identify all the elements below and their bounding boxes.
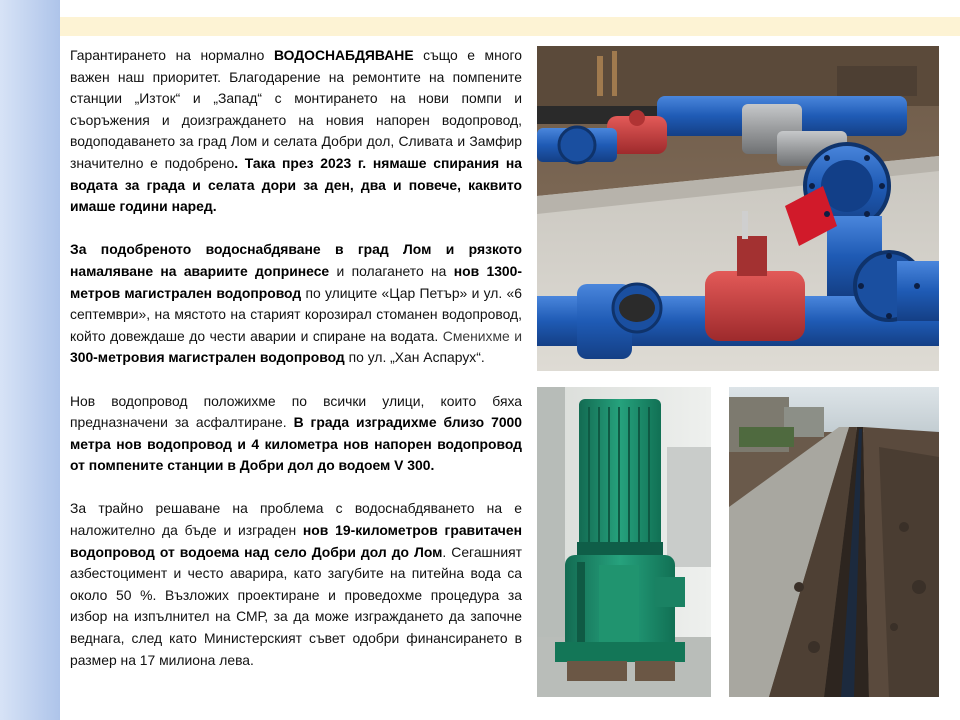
paragraph-gravity-pipeline xyxy=(70,498,522,671)
text-run: по ул. „Хан Аспарух“. xyxy=(344,349,485,366)
text-run: Нов водопровод положихме по всички улици, които бяха предназначени за асфалтиране. xyxy=(70,392,522,431)
text-run: . Така през 2023 г. нямаше спирания на водата за града и селата дори за ден, два и повече, каквито имаше години наред. xyxy=(70,154,522,215)
text-run: ВОДОСНАБДЯВАНЕ xyxy=(273,47,414,63)
text-run: и полагането на xyxy=(329,262,454,279)
text-run: нов 19-километров гравитачен водопровод от водоема над село Добри дол до Лом xyxy=(70,522,522,560)
text-run: Гарантирането на нормално xyxy=(70,47,274,63)
text-run: . Сегашният азбестоцимент и често аварира, като загубите на питейна вода са около 50 %. Възложих проектиране и проведохме процедура за избор на изпълнител на СМР, за да може изграждането да започне веднага, след като Министерският съвет одобри финансирането в размер на 17 милиона лева. xyxy=(70,543,523,668)
pipe-trench-photo xyxy=(729,387,939,697)
pipe-installation-photo xyxy=(537,46,939,371)
left-accent-bar xyxy=(0,0,60,720)
article-text xyxy=(70,45,522,671)
text-run: също е много важен наш приоритет. Благодарение на ремонтите на помпените станции „Изток“ и „Запад“ с монтирането на нови помпи и съоръжения и доизграждането на новия напорен водопровод, водоподаването за град Лом и селата Добри дол, Сливата и Замфир значително е подобрено xyxy=(70,47,522,171)
text-run: 300-метровия магистрален водопровод xyxy=(70,349,345,366)
pipe-installation-image xyxy=(537,46,939,371)
pipe-trench-image xyxy=(729,387,939,697)
text-run: За трайно решаване на проблема с водоснабдяването на е наложително да бъде и изграден xyxy=(70,500,522,539)
text-run: Сменихме и xyxy=(442,327,523,344)
text-run: нов 1300-метров магистрален водопровод xyxy=(70,262,522,301)
text-run: по улиците «Цар Петър» и ул. «6 септември», на мястото на старият корозирал стоманен водопровод, който довеждаше до чести аварии и спиране на водата. xyxy=(70,284,522,344)
text-run: За подобреното водоснабдяване в град Лом и рязкото намаляване на авариите допринесе xyxy=(70,241,522,279)
water-pump-image xyxy=(537,387,711,697)
paragraph-main-pipeline xyxy=(70,239,522,369)
top-accent-band xyxy=(60,17,960,36)
water-pump-photo xyxy=(537,387,711,697)
text-run: В града изградихме близо 7000 метра нов водопровод и 4 километра нов напорен водопровод от помпените станции в Добри дол до водоем V 300. xyxy=(70,414,522,474)
paragraph-new-pipelines xyxy=(70,391,522,477)
paragraph-water-supply xyxy=(70,45,522,218)
